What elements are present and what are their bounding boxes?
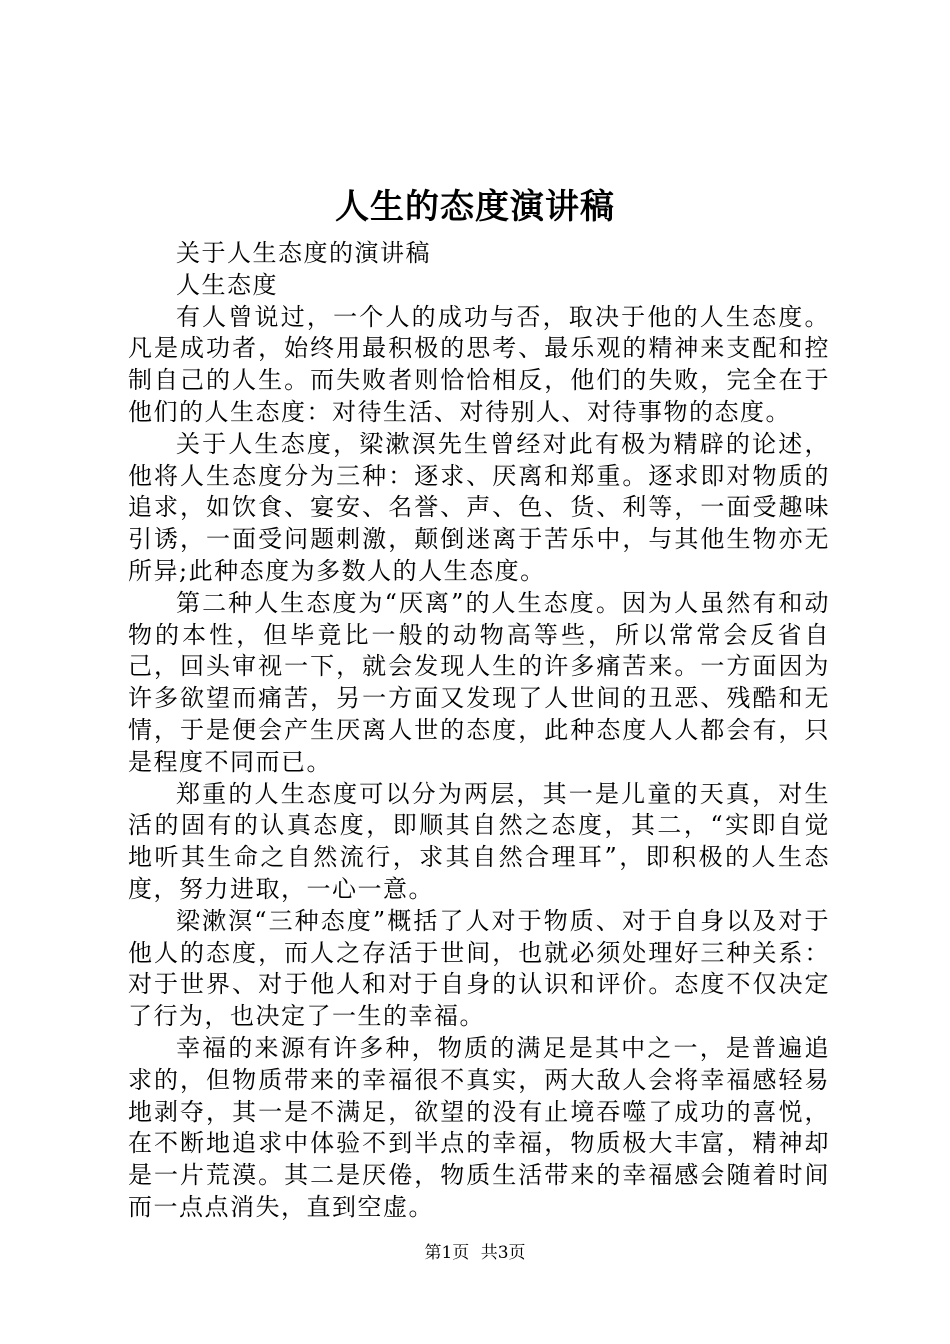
page-number: 第1页	[424, 1243, 470, 1263]
paragraph: 郑重的人生态度可以分为两层，其一是儿童的天真，对生活的固有的认真态度，即顺其自然之态度，其二，“实即自觉地听其生命之自然流行，求其自然合理耳”，即积极的人生态度，努力进取，一心一意。	[128, 779, 830, 903]
paragraph-heading: 人生态度	[176, 270, 278, 299]
document-body	[128, 238, 830, 1224]
paragraph: 关于人生态度，梁漱溟先生曾经对此有极为精辟的论述，他将人生态度分为三种：逐求、厌离和郑重。逐求即对物质的追求，如饮食、宴安、名誉、声、色、货、利等，一面受趣味引诱，一面受问题刺激，颠倒迷离于苦乐中，与其他生物亦无所异;此种态度为多数人的人生态度。	[128, 429, 830, 585]
paragraph-subtitle: 关于人生态度的演讲稿	[176, 239, 431, 267]
document-title: 人生的态度演讲稿	[335, 187, 615, 227]
paragraph: 幸福的来源有许多种，物质的满足是其中之一，是普遍追求的，但物质带来的幸福很不真实，两大敌人会将幸福感轻易地剥夺，其一是不满足，欲望的没有止境吞噬了成功的喜悦，在不断地追求中体验不到半点的幸福，物质极大丰富，精神却是一片荒漠。其二是厌倦，物质生活带来的幸福感会随着时间而一点点消失，直到空虚。	[128, 1033, 830, 1221]
page-footer	[0, 1241, 950, 1265]
paragraph: 梁漱溟“三种态度”概括了人对于物质、对于自身以及对于他人的态度，而人之存活于世间，也就必须处理好三种关系：对于世界、对于他人和对于自身的认识和评价。态度不仅决定了行为，也决定了一生的幸福。	[128, 906, 830, 1031]
paragraph: 第二种人生态度为“厌离”的人生态度。因为人虽然有和动物的本性，但毕竟比一般的动物高等些，所以常常会反省自己，回头审视一下，就会发现人生的许多痛苦来。一方面因为许多欲望而痛苦，另一方面又发现了人世间的丑恶、残酷和无情，于是便会产生厌离人世的态度，此种态度人人都会有，只是程度不同而已。	[128, 588, 830, 776]
paragraph: 有人曾说过，一个人的成功与否，取决于他的人生态度。凡是成功者，始终用最积极的思考、最乐观的精神来支配和控制自己的人生。而失败者则恰恰相反，他们的失败，完全在于他们的人生态度：对待生活、对待别人、对待事物的态度。	[128, 302, 830, 426]
page-total: 共3页	[480, 1243, 526, 1263]
